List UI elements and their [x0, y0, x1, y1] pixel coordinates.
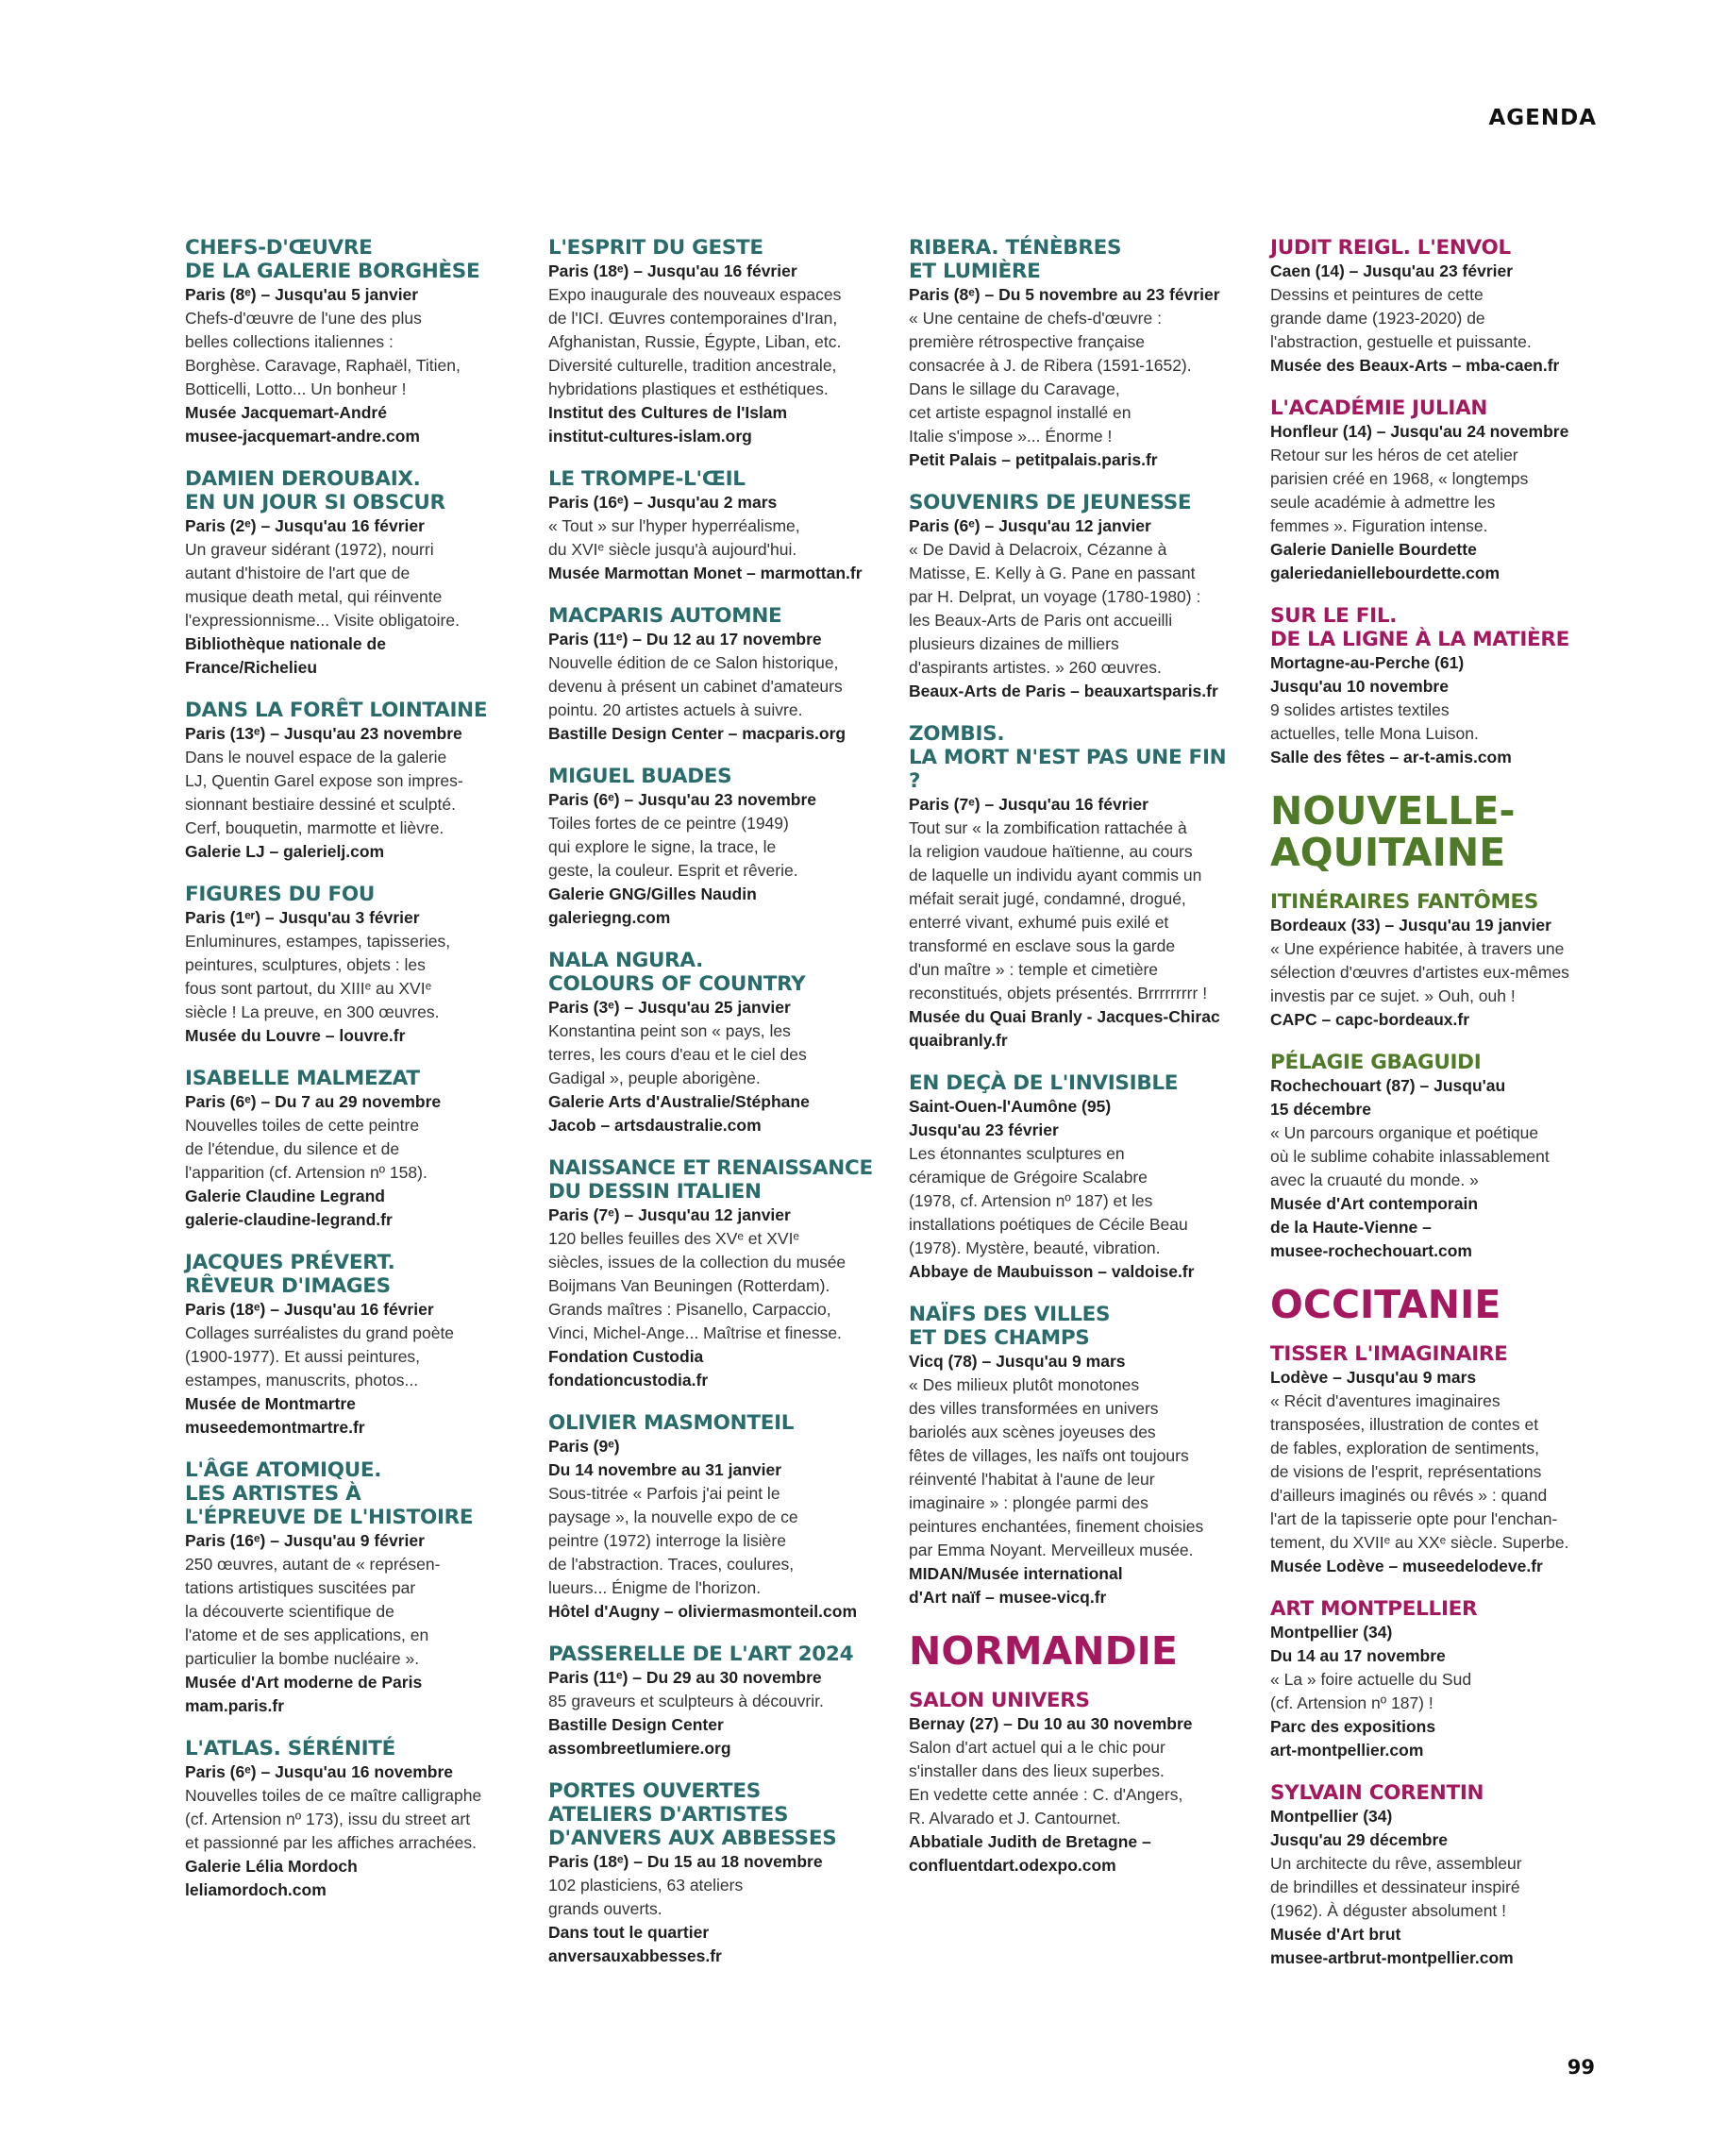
entry-venue: Dans tout le quartier anversauxabbesses.fr: [548, 1923, 722, 1965]
entry-venue: Galerie Danielle Bourdette galeriedaniellebourdette.com: [1270, 540, 1500, 582]
agenda-entry: [185, 1067, 520, 1232]
agenda-entry: [185, 1458, 520, 1718]
region-heading: NORMANDIE: [909, 1628, 1178, 1674]
entry-place-date: Montpellier (34) Du 14 au 17 novembre: [1270, 1623, 1446, 1665]
entry-title: L'ESPRIT DU GESTE: [548, 236, 763, 260]
entry-venue: Fondation Custodia fondationcustodia.fr: [548, 1347, 709, 1390]
entry-venue: Musée Lodève – museedelodeve.fr: [1270, 1557, 1543, 1575]
entry-description: Toiles fortes de ce peintre (1949) qui explore le signe, la trace, le geste, la couleur. Esprit et rêverie.: [548, 814, 798, 880]
entry-place-date: Paris (13ᵉ) – Jusqu'au 23 novembre: [185, 724, 462, 743]
entry-venue: MIDAN/Musée international d'Art naïf – musee-vicq.fr: [909, 1564, 1123, 1607]
entry-place-date: Paris (18ᵉ) – Du 15 au 18 novembre: [548, 1852, 823, 1871]
entry-description: Konstantina peint son « pays, les terres, les cours d'eau et le ciel des Gadigal », peuple aborigène.: [548, 1021, 807, 1087]
agenda-entry: [909, 236, 1244, 472]
entry-title: DAMIEN DEROUBAIX. EN UN JOUR SI OBSCUR: [185, 467, 445, 514]
agenda-column-2: [548, 236, 883, 1987]
agenda-entry: [909, 1071, 1244, 1284]
agenda-entry: [909, 1689, 1244, 1878]
agenda-entry: [1270, 396, 1605, 585]
agenda-entry: [548, 236, 883, 448]
entry-description: « De David à Delacroix, Cézanne à Matisse, E. Kelly à G. Pane en passant par H. Delprat, un voyage (1780-1980) : les Beaux-Arts de Paris ont accueilli plusieurs dizaines de milliers d'aspirants artistes. » 260 œuvres.: [909, 540, 1201, 677]
agenda-entry: [185, 467, 520, 680]
entry-description: 85 graveurs et sculpteurs à découvrir.: [548, 1692, 824, 1710]
entry-title: NALA NGURA. COLOURS OF COUNTRY: [548, 949, 806, 996]
entry-description: Dans le nouvel espace de la galerie LJ, Quentin Garel expose son impres- sionnant bestiaire dessiné et sculpté. Cerf, bouquetin, marmotte et lièvre.: [185, 748, 463, 837]
entry-place-date: Paris (11ᵉ) – Du 29 au 30 novembre: [548, 1668, 822, 1687]
agenda-entry: [185, 883, 520, 1048]
entry-place-date: Paris (1ᵉʳ) – Jusqu'au 3 février: [185, 908, 420, 927]
agenda-entry: [548, 949, 883, 1137]
entry-title: SOUVENIRS DE JEUNESSE: [909, 491, 1192, 514]
entry-venue: Galerie GNG/Gilles Naudin galeriegng.com: [548, 884, 757, 927]
entry-title: EN DEÇÀ DE L'INVISIBLE: [909, 1071, 1179, 1095]
entry-description: Expo inaugurale des nouveaux espaces de l'ICI. Œuvres contemporaines d'Iran, Afghanistan, Russie, Égypte, Liban, etc. Diversité culturelle, tradition ancestrale, hybridations plastiques et esthétiques.: [548, 285, 842, 398]
entry-place-date: Caen (14) – Jusqu'au 23 février: [1270, 261, 1514, 280]
entry-place-date: Montpellier (34) Jusqu'au 29 décembre: [1270, 1807, 1448, 1849]
agenda-entry: [548, 604, 883, 746]
entry-venue: Salle des fêtes – ar-t-amis.com: [1270, 748, 1512, 766]
entry-description: « Tout » sur l'hyper hyperréalisme, du XVIᵉ siècle jusqu'à aujourd'hui.: [548, 516, 800, 559]
entry-title: SALON UNIVERS: [909, 1689, 1090, 1712]
entry-venue: Galerie Arts d'Australie/Stéphane Jacob – artsdaustralie.com: [548, 1092, 810, 1135]
entry-description: « Une centaine de chefs-d'œuvre : première rétrospective française consacrée à J. de Ribera (1591-1652). Dans le sillage du Caravage, cet artiste espagnol installé en Italie s'impose »... Énorme !: [909, 309, 1192, 446]
entry-venue: Beaux-Arts de Paris – beauxartsparis.fr: [909, 682, 1218, 700]
entry-place-date: Rochechouart (87) – Jusqu'au 15 décembre: [1270, 1076, 1506, 1119]
agenda-entry: [185, 236, 520, 448]
agenda-entry: [1270, 890, 1605, 1032]
entry-description: Collages surréalistes du grand poète (1900-1977). Et aussi peintures, estampes, manuscrits, photos...: [185, 1323, 455, 1390]
entry-title: L'ATLAS. SÉRÉNITÉ: [185, 1737, 396, 1760]
agenda-entry: [1270, 1342, 1605, 1578]
entry-title: LE TROMPE-L'ŒIL: [548, 467, 746, 491]
entry-description: Sous-titrée « Parfois j'ai peint le paysage », la nouvelle expo de ce peintre (1972) interroge la lisière de l'abstraction. Traces, coulures, lueurs... Énigme de l'horizon.: [548, 1484, 798, 1597]
agenda-entry: [909, 491, 1244, 703]
entry-description: 120 belles feuilles des XVᵉ et XVIᵉ siècles, issues de la collection du musée Boijmans Van Beuningen (Rotterdam). Grands maîtres : Pisanello, Carpaccio, Vinci, Michel-Ange... Maîtrise et finesse.: [548, 1229, 847, 1342]
agenda-entry: [909, 722, 1244, 1053]
agenda-entry: [548, 1779, 883, 1968]
entry-place-date: Vicq (78) – Jusqu'au 9 mars: [909, 1352, 1126, 1371]
entry-title: CHEFS-D'ŒUVRE DE LA GALERIE BORGHÈSE: [185, 236, 480, 283]
region-heading: NOUVELLE- AQUITAINE: [1270, 788, 1516, 875]
entry-venue: Institut des Cultures de l'Islam institut-cultures-islam.org: [548, 403, 788, 446]
entry-title: SUR LE FIL. DE LA LIGNE À LA MATIÈRE: [1270, 604, 1570, 651]
entry-venue: Petit Palais – petitpalais.paris.fr: [909, 450, 1158, 469]
entry-description: 250 œuvres, autant de « représen- tations artistiques suscitées par la découverte scientifique de l'atome et de ses applications, en particulier la bombe nucléaire ».: [185, 1555, 441, 1668]
entry-title: PORTES OUVERTES ATELIERS D'ARTISTES D'ANVERS AUX ABBESSES: [548, 1779, 837, 1850]
agenda-column-4: [1270, 236, 1605, 1989]
entry-title: PÉLAGIE GBAGUIDI: [1270, 1051, 1482, 1074]
entry-venue: Abbaye de Maubuisson – valdoise.fr: [909, 1262, 1195, 1281]
entry-place-date: Paris (18ᵉ) – Jusqu'au 16 février: [548, 261, 797, 280]
entry-description: Un architecte du rêve, assembleur de brindilles et dessinateur inspiré (1962). À déguster absolument !: [1270, 1854, 1522, 1920]
entry-place-date: Paris (11ᵉ) – Du 12 au 17 novembre: [548, 630, 822, 648]
entry-description: « La » foire actuelle du Sud (cf. Artension nº 187) !: [1270, 1670, 1472, 1712]
entry-title: TISSER L'IMAGINAIRE: [1270, 1342, 1508, 1366]
agenda-entry: [1270, 236, 1605, 378]
agenda-entry: [185, 699, 520, 864]
agenda-entry: [1270, 1597, 1605, 1762]
entry-place-date: Paris (2ᵉ) – Jusqu'au 16 février: [185, 516, 425, 535]
entry-venue: Musée Jacquemart-André musee-jacquemart-andre.com: [185, 403, 420, 446]
entry-place-date: Lodève – Jusqu'au 9 mars: [1270, 1368, 1477, 1387]
entry-description: « Une expérience habitée, à travers une sélection d'œuvres d'artistes eux-mêmes investis par ce sujet. » Ouh, ouh !: [1270, 939, 1569, 1005]
entry-description: Chefs-d'œuvre de l'une des plus belles collections italiennes : Borghèse. Caravage, Raphaël, Titien, Botticelli, Lotto... Un bonheur !: [185, 309, 461, 398]
entry-place-date: Paris (6ᵉ) – Jusqu'au 23 novembre: [548, 790, 817, 809]
agenda-entry: [548, 1156, 883, 1392]
entry-description: Enluminures, estampes, tapisseries, peintures, sculptures, objets : les fous sont partout, du XIIIᵉ au XVIᵉ siècle ! La preuve, en 300 œuvres.: [185, 932, 451, 1021]
entry-description: « Des milieux plutôt monotones des villes transformées en univers bariolés aux scènes joyeuses des fêtes de villages, les naïfs ont toujours réinventé l'habitat à l'aune de leur imaginaire » : plongée parmi des peintures enchantées, finement choisies par Emma Noyant. Merveilleux musée.: [909, 1375, 1204, 1559]
entry-venue: Galerie LJ – galerielj.com: [185, 842, 385, 861]
entry-title: ITINÉRAIRES FANTÔMES: [1270, 890, 1539, 914]
agenda-column-1: [185, 236, 520, 1921]
entry-description: Nouvelles toiles de cette peintre de l'étendue, du silence et de l'apparition (cf. Artension nº 158).: [185, 1116, 428, 1182]
entry-description: Nouvelles toiles de ce maître calligraphe (cf. Artension nº 173), issu du street art et passionné par les affiches arrachées.: [185, 1786, 482, 1852]
entry-title: DANS LA FORÊT LOINTAINE: [185, 699, 488, 722]
entry-place-date: Paris (16ᵉ) – Jusqu'au 2 mars: [548, 493, 778, 512]
entry-place-date: Paris (6ᵉ) – Jusqu'au 16 novembre: [185, 1762, 454, 1781]
entry-place-date: Paris (3ᵉ) – Jusqu'au 25 janvier: [548, 998, 791, 1017]
entry-description: « Un parcours organique et poétique où le sublime cohabite inlassablement avec la cruauté du monde. »: [1270, 1123, 1550, 1189]
agenda-entry: [548, 1642, 883, 1760]
entry-venue: Bibliothèque nationale de France/Richelieu: [185, 634, 386, 677]
entry-venue: Bastille Design Center assombreetlumiere.org: [548, 1715, 731, 1758]
entry-venue: Galerie Lélia Mordoch leliamordoch.com: [185, 1857, 358, 1899]
agenda-entry: [1270, 604, 1605, 769]
entry-description: Un graveur sidérant (1972), nourri autant d'histoire de l'art que de musique death metal, qui réinvente l'expressionnisme... Visite obligatoire.: [185, 540, 460, 630]
entry-title: ISABELLE MALMEZAT: [185, 1067, 420, 1090]
entry-description: Nouvelle édition de ce Salon historique, devenu à présent un cabinet d'amateurs pointu. 20 artistes actuels à suivre.: [548, 653, 843, 719]
entry-title: NAISSANCE ET RENAISSANCE DU DESSIN ITALIEN: [548, 1156, 873, 1204]
agenda-entry: [185, 1251, 520, 1440]
entry-description: Tout sur « la zombification rattachée à la religion vaudoue haïtienne, au cours de laquelle un individu ayant commis un méfait serait jugé, condamné, drogué, enterré vivant, exhumé puis exilé et transformé en esclave sous la garde d'un maître » : temple et cimetière reconstitués, objets présentés. Brrrrrrrrr !: [909, 818, 1208, 1002]
entry-place-date: Paris (9ᵉ) Du 14 novembre au 31 janvier: [548, 1437, 782, 1479]
entry-venue: Musée Marmottan Monet – marmottan.fr: [548, 564, 863, 582]
entry-venue: Galerie Claudine Legrand galerie-claudine-legrand.fr: [185, 1187, 393, 1229]
section-header: AGENDA: [1488, 106, 1597, 130]
entry-title: L'ACADÉMIE JULIAN: [1270, 396, 1488, 420]
entry-venue: Musée des Beaux-Arts – mba-caen.fr: [1270, 356, 1560, 375]
entry-title: ZOMBIS. LA MORT N'EST PAS UNE FIN ?: [909, 722, 1227, 793]
agenda-entry: [1270, 1781, 1605, 1970]
entry-title: NAÏFS DES VILLES ET DES CHAMPS: [909, 1303, 1111, 1350]
agenda-entry: [909, 1303, 1244, 1609]
entry-place-date: Mortagne-au-Perche (61) Jusqu'au 10 novembre: [1270, 653, 1465, 696]
entry-description: 9 solides artistes textiles actuelles, telle Mona Luison.: [1270, 700, 1479, 743]
agenda-entry: [548, 467, 883, 585]
entry-venue: CAPC – capc-bordeaux.fr: [1270, 1010, 1470, 1029]
entry-place-date: Paris (8ᵉ) – Jusqu'au 5 janvier: [185, 285, 419, 304]
entry-description: 102 plasticiens, 63 ateliers grands ouverts.: [548, 1876, 744, 1918]
entry-place-date: Paris (8ᵉ) – Du 5 novembre au 23 février: [909, 285, 1220, 304]
entry-venue: Parc des expositions art-montpellier.com: [1270, 1717, 1436, 1760]
entry-description: « Récit d'aventures imaginaires transposées, illustration de contes et de fables, exploration de sentiments, de visions de l'esprit, représentations d'ailleurs imaginés ou rêvés » : quand l'art de la tapisserie opte pour l'enchan- tement, du XVIIᵉ au XXᵉ siècle. Superbe.: [1270, 1391, 1569, 1552]
entry-title: JACQUES PRÉVERT. RÊVEUR D'IMAGES: [185, 1251, 395, 1298]
region-heading: OCCITANIE: [1270, 1282, 1501, 1327]
entry-place-date: Paris (7ᵉ) – Jusqu'au 16 février: [909, 795, 1148, 814]
entry-title: JUDIT REIGL. L'ENVOL: [1270, 236, 1511, 260]
entry-venue: Abbatiale Judith de Bretagne – confluentdart.odexpo.com: [909, 1832, 1151, 1875]
entry-place-date: Paris (6ᵉ) – Jusqu'au 12 janvier: [909, 516, 1151, 535]
agenda-entry: [185, 1737, 520, 1902]
entry-venue: Musée du Louvre – louvre.fr: [185, 1026, 406, 1045]
entry-title: OLIVIER MASMONTEIL: [548, 1411, 795, 1435]
entry-place-date: Paris (18ᵉ) – Jusqu'au 16 février: [185, 1300, 434, 1319]
entry-venue: Musée du Quai Branly - Jacques-Chirac quaibranly.fr: [909, 1007, 1220, 1050]
entry-venue: Musée de Montmartre museedemontmartre.fr: [185, 1394, 365, 1437]
entry-place-date: Paris (6ᵉ) – Du 7 au 29 novembre: [185, 1092, 442, 1111]
agenda-column-3: [909, 236, 1244, 1896]
entry-place-date: Honfleur (14) – Jusqu'au 24 novembre: [1270, 422, 1569, 441]
entry-title: MACPARIS AUTOMNE: [548, 604, 782, 628]
entry-place-date: Bernay (27) – Du 10 au 30 novembre: [909, 1714, 1193, 1733]
entry-venue: Musée d'Art contemporain de la Haute-Vienne – musee-rochechouart.com: [1270, 1194, 1479, 1260]
entry-title: FIGURES DU FOU: [185, 883, 376, 906]
agenda-entry: [548, 765, 883, 930]
entry-venue: Musée d'Art brut musee-artbrut-montpellier.com: [1270, 1925, 1514, 1967]
entry-description: Retour sur les héros de cet atelier parisien créé en 1968, « longtemps seule académie à admettre les femmes ». Figuration intense.: [1270, 446, 1529, 535]
entry-title: PASSERELLE DE L'ART 2024: [548, 1642, 854, 1666]
entry-title: ART MONTPELLIER: [1270, 1597, 1478, 1621]
entry-place-date: Paris (7ᵉ) – Jusqu'au 12 janvier: [548, 1205, 791, 1224]
page-number: 99: [1567, 2056, 1595, 2079]
entry-place-date: Saint-Ouen-l'Aumône (95) Jusqu'au 23 février: [909, 1097, 1112, 1139]
entry-place-date: Bordeaux (33) – Jusqu'au 19 janvier: [1270, 916, 1551, 935]
entry-title: RIBERA. TÉNÈBRES ET LUMIÈRE: [909, 236, 1122, 283]
entry-description: Les étonnantes sculptures en céramique de Grégoire Scalabre (1978, cf. Artension nº 187) et les installations poétiques de Cécile Beau (1978). Mystère, beauté, vibration.: [909, 1144, 1188, 1257]
agenda-entry: [548, 1411, 883, 1624]
entry-venue: Hôtel d'Augny – oliviermasmonteil.com: [548, 1602, 858, 1621]
entry-title: MIGUEL BUADES: [548, 765, 732, 788]
entry-title: SYLVAIN CORENTIN: [1270, 1781, 1484, 1805]
entry-description: Salon d'art actuel qui a le chic pour s'installer dans des lieux superbes. En vedette cette année : C. d'Angers, R. Alvarado et J. Cantournet.: [909, 1738, 1183, 1828]
entry-description: Dessins et peintures de cette grande dame (1923-2020) de l'abstraction, gestuelle et puissante.: [1270, 285, 1532, 351]
agenda-entry: [1270, 1051, 1605, 1263]
entry-title: L'ÂGE ATOMIQUE. LES ARTISTES À L'ÉPREUVE DE L'HISTOIRE: [185, 1458, 474, 1529]
entry-venue: Musée d'Art moderne de Paris mam.paris.fr: [185, 1673, 423, 1715]
entry-venue: Bastille Design Center – macparis.org: [548, 724, 847, 743]
entry-place-date: Paris (16ᵉ) – Jusqu'au 9 février: [185, 1531, 425, 1550]
